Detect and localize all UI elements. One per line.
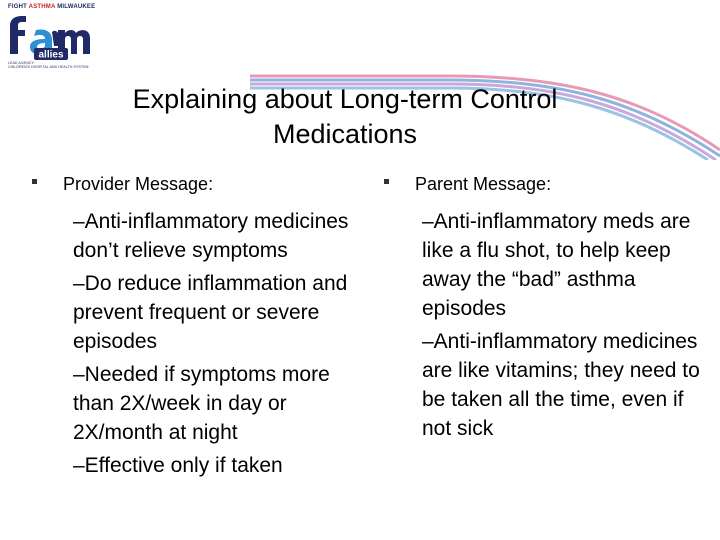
logo-subtitle bbox=[8, 61, 89, 69]
parent-list bbox=[422, 207, 704, 443]
logo-tagline-fight: FIGHT bbox=[8, 4, 27, 10]
list-item: –Effective only if taken bbox=[73, 454, 283, 477]
slide-title-line1: Explaining about Long-term Control bbox=[132, 84, 558, 114]
parent-heading-row bbox=[384, 172, 704, 196]
slide-title-line2: Medications bbox=[272, 119, 418, 149]
parent-column bbox=[384, 172, 704, 447]
provider-list bbox=[73, 207, 352, 480]
square-bullet-icon bbox=[32, 179, 37, 184]
logo-subtitle-line2: CHILDREN'S HOSPITAL AND HEALTH SYSTEM bbox=[8, 65, 89, 69]
logo-allies-text: allies bbox=[38, 49, 64, 61]
fam-allies-logo bbox=[6, 4, 98, 69]
logo-subtitle-line1: LEAD AGENCY: bbox=[8, 61, 35, 65]
list-item: –Anti-inflammatory medicines don’t relieve symptoms bbox=[73, 210, 349, 262]
provider-heading: Provider Message: bbox=[63, 174, 214, 194]
list-item: –Anti-inflammatory medicines are like vitamins; they need to be taken all the time, even if not sick bbox=[422, 330, 700, 440]
list-item: –Anti-inflammatory meds are like a flu shot, to help keep away the “bad” asthma episodes bbox=[422, 210, 691, 320]
list-item: –Do reduce inflammation and prevent frequent or severe episodes bbox=[73, 272, 348, 353]
logo-tagline-milwaukee: MILWAUKEE bbox=[57, 4, 96, 10]
parent-heading: Parent Message: bbox=[415, 174, 552, 194]
list-item: –Needed if symptoms more than 2X/week in day or 2X/month at night bbox=[73, 363, 330, 444]
provider-column bbox=[32, 172, 352, 484]
slide-title bbox=[60, 82, 630, 152]
logo-tagline-asthma: ASTHMA bbox=[28, 4, 56, 10]
square-bullet-icon bbox=[384, 179, 389, 184]
fam-logo-mark bbox=[6, 10, 98, 62]
provider-heading-row bbox=[32, 172, 352, 196]
